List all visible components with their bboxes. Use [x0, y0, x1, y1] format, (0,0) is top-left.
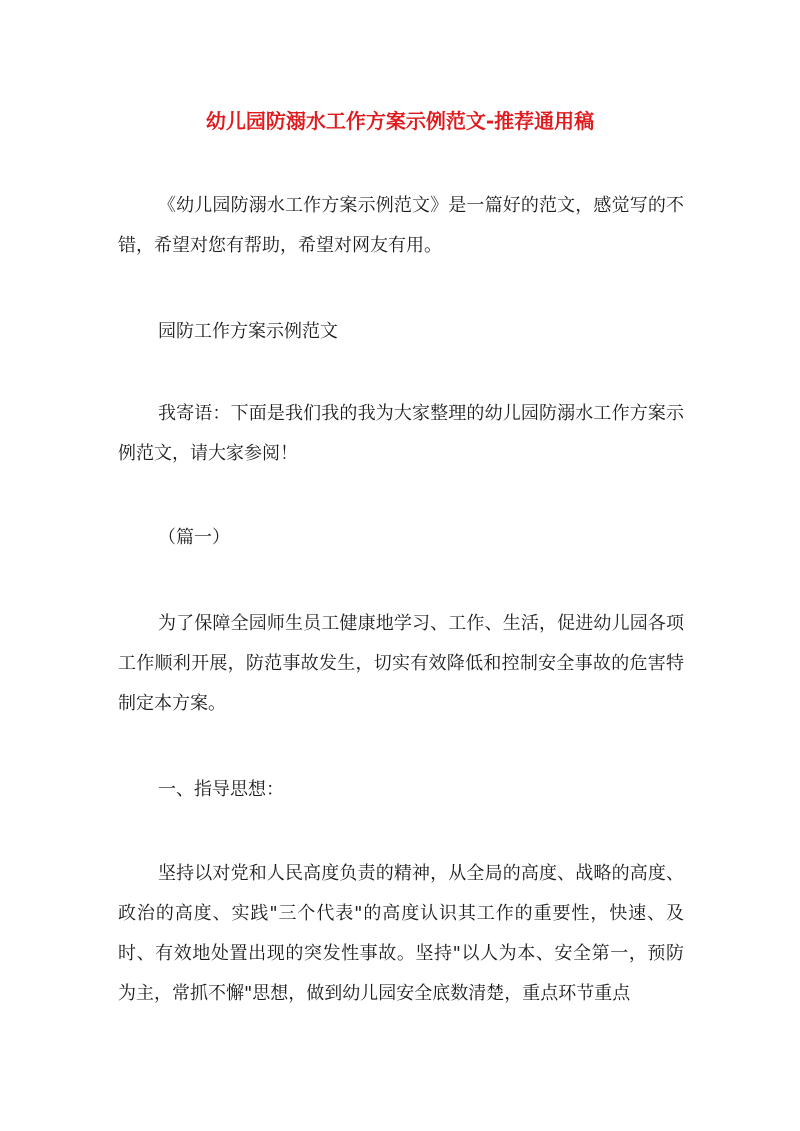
document-title: 幼儿园防溺水工作方案示例范文-推荐通用稿 [205, 109, 595, 133]
intro-paragraph: 《幼儿园防溺水工作方案示例范文》是一篇好的范文，感觉写的不错，希望对您有帮助，希望对网友有用。 [118, 195, 684, 256]
foreword-paragraph: 我寄语：下面是我们我的我为大家整理的幼儿园防溺水工作方案示例范文，请大家参阅！ [118, 403, 684, 464]
guiding-ideology-paragraph: 坚持以对党和人民高度负责的精神，从全局的高度、战略的高度、政治的高度、实践"三个代表"的高度认识其工作的重要性，快速、及时、有效地处置出现的突发性事故。坚持"以人为本、安全第一，预防为主，常抓不懈"思想，做到幼儿园安全底数清楚，重点环节重点 [118, 863, 684, 1004]
subtitle-paragraph: 园防工作方案示例范文 [158, 321, 338, 342]
section-label-part-one: （篇一） [158, 527, 230, 548]
heading-guiding-ideology: 一、指导思想： [158, 779, 284, 800]
purpose-paragraph: 为了保障全园师生员工健康地学习、工作、生活，促进幼儿园各项工作顺利开展，防范事故发生，切实有效降低和控制安全事故的危害特制定本方案。 [118, 613, 684, 714]
